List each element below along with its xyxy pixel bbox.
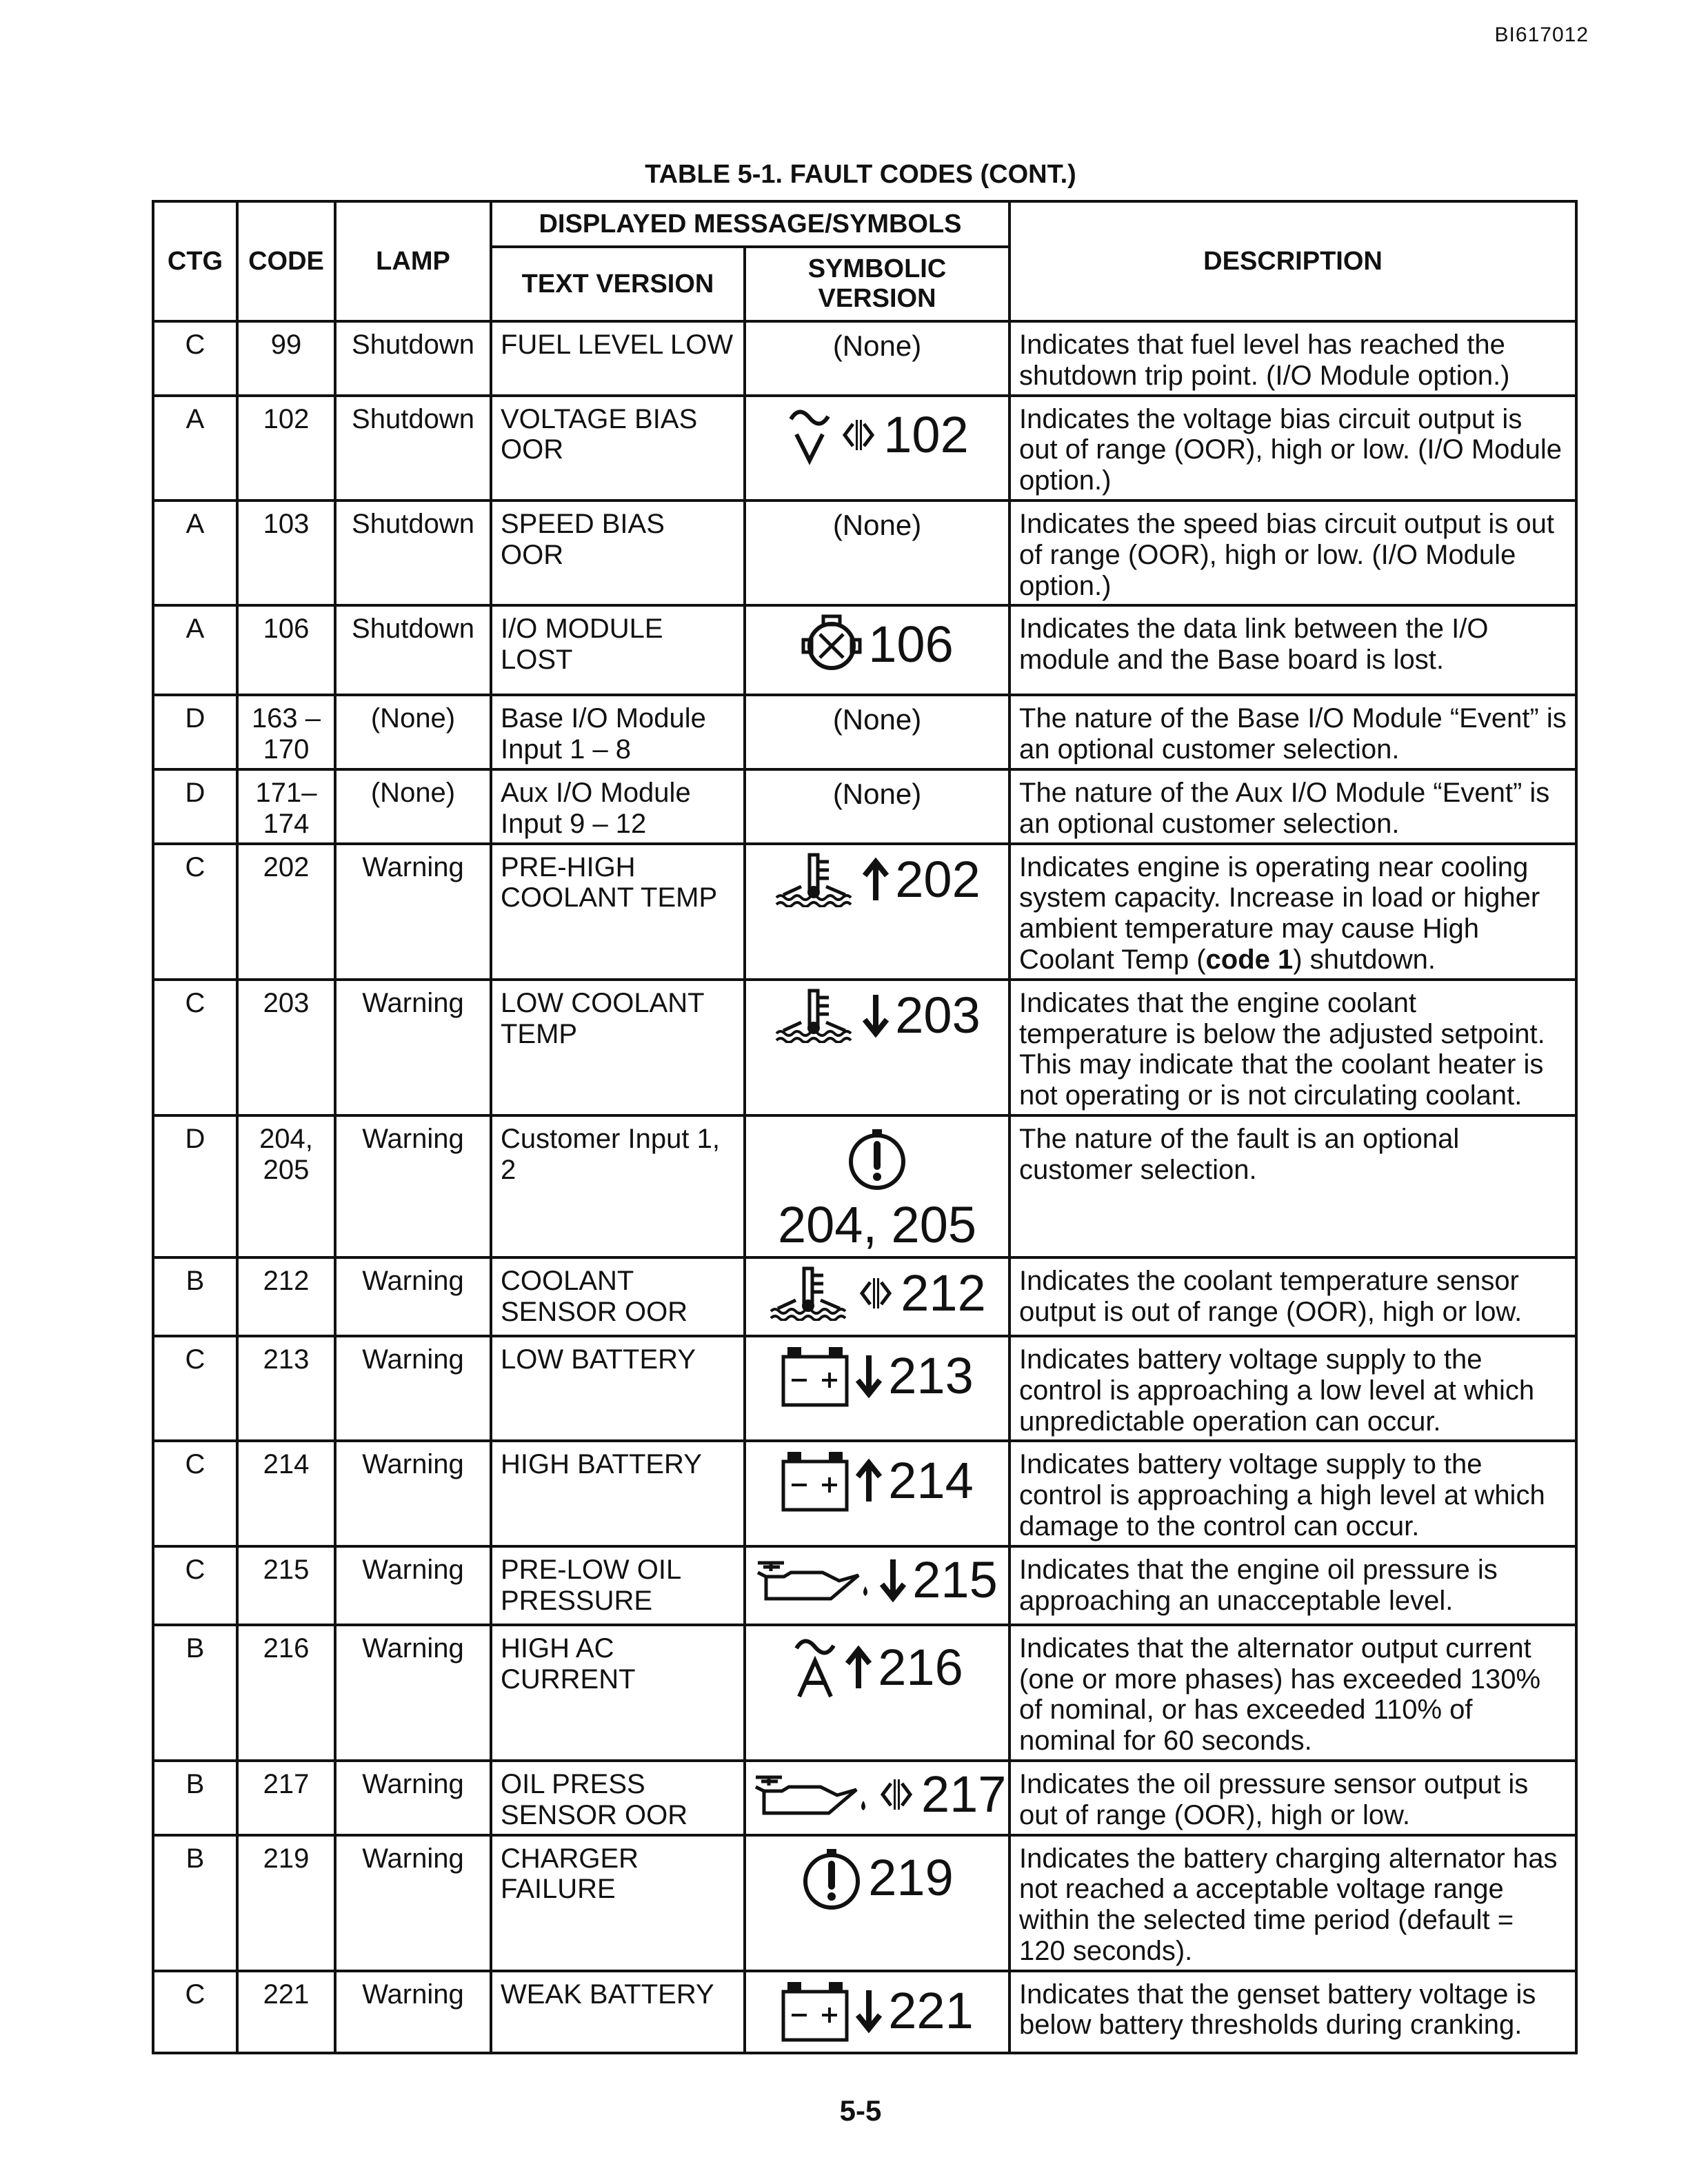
table-row xyxy=(153,1336,1576,1441)
ctg-cell: C xyxy=(153,1971,237,2054)
symbol-code: 203 xyxy=(895,986,981,1044)
ctg-cell: C xyxy=(153,1441,237,1546)
arrow-up-icon xyxy=(862,858,890,902)
lamp-cell: Warning xyxy=(335,1115,491,1257)
code-cell: 204, 205 xyxy=(237,1115,335,1257)
text-version-cell: Customer Input 1, 2 xyxy=(491,1115,745,1257)
code-cell: 213 xyxy=(237,1336,335,1441)
table-row xyxy=(153,1115,1576,1257)
header-displayed-message: DISPLAYED MESSAGE/SYMBOLS xyxy=(491,201,1009,247)
symbolic-version-cell xyxy=(745,1971,1009,2054)
oil-can-icon xyxy=(754,1770,872,1819)
symbol-code: 215 xyxy=(912,1550,998,1608)
description-cell xyxy=(1009,844,1576,980)
symbol-group xyxy=(785,404,968,466)
lamp-cell: Warning xyxy=(335,844,491,980)
battery-icon xyxy=(781,1979,850,2043)
text-version-cell: HIGH BATTERY xyxy=(491,1441,745,1546)
text-version-cell: SPEED BIAS OOR xyxy=(491,501,745,605)
code-cell: 99 xyxy=(237,321,335,396)
text-version-cell: OIL PRESS SENSOR OOR xyxy=(491,1761,745,1835)
text-version-cell: HIGH AC CURRENT xyxy=(491,1625,745,1761)
description-cell: The nature of the Base I/O Module “Event” is an optional customer selection. xyxy=(1009,695,1576,769)
symbol-code: 102 xyxy=(883,405,969,463)
header-text-version: TEXT VERSION xyxy=(491,247,745,321)
coolant-temp-icon xyxy=(774,988,856,1043)
symbol-code: 221 xyxy=(888,1981,974,2039)
lamp-cell: (None) xyxy=(335,695,491,769)
header-symbolic-version: SYMBOLIC VERSION xyxy=(745,247,1009,321)
arrow-down-icon xyxy=(855,1354,883,1398)
alert-icon xyxy=(801,1843,863,1912)
lamp-cell: Warning xyxy=(335,1761,491,1835)
symbolic-version-cell: (None) xyxy=(745,695,1009,769)
ac-current-icon xyxy=(791,1633,839,1702)
ctg-cell: C xyxy=(153,321,237,396)
symbol-code: 214 xyxy=(888,1452,974,1510)
battery-icon xyxy=(781,1344,850,1408)
description-cell: Indicates the voltage bias circuit output is out of range (OOR), high or low. (I/O Module option.) xyxy=(1009,396,1576,501)
description-cell: Indicates battery voltage supply to the control is approaching a high level at which damage to the control can occur. xyxy=(1009,1441,1576,1546)
out-of-range-icon xyxy=(839,414,878,456)
header-lamp: LAMP xyxy=(335,201,491,321)
symbol-code: 216 xyxy=(878,1638,963,1696)
header-code: CODE xyxy=(237,201,335,321)
symbol-group xyxy=(801,614,953,676)
ac-voltage-icon xyxy=(785,404,834,466)
out-of-range-icon xyxy=(877,1774,916,1815)
table-row xyxy=(153,605,1576,695)
table-row xyxy=(153,1257,1576,1336)
description-cell: Indicates that the engine oil pressure is approaching an unacceptable level. xyxy=(1009,1546,1576,1625)
symbol-code: 202 xyxy=(895,850,981,908)
symbolic-version-cell: (None) xyxy=(745,321,1009,396)
ctg-cell: B xyxy=(153,1625,237,1761)
lamp-cell: Warning xyxy=(335,980,491,1115)
symbol-group xyxy=(754,1765,1007,1823)
alert-icon xyxy=(846,1124,908,1193)
ctg-cell: D xyxy=(153,769,237,844)
code-cell: 203 xyxy=(237,980,335,1115)
symbol-group xyxy=(768,1266,985,1321)
description-cell: Indicates that the engine coolant temperature is below the adjusted setpoint. This may indicate that the coolant heater is not operating or is not circulating coolant. xyxy=(1009,980,1576,1115)
ctg-cell: A xyxy=(153,605,237,695)
symbolic-version-cell xyxy=(745,1761,1009,1835)
ctg-cell: A xyxy=(153,396,237,501)
description-cell: Indicates battery voltage supply to the control is approaching a low level at which unpredictable operation can occur. xyxy=(1009,1336,1576,1441)
table-title: TABLE 5-1. FAULT CODES (CONT.) xyxy=(645,160,1076,189)
coolant-temp-icon xyxy=(768,1266,851,1321)
ctg-cell: C xyxy=(153,1546,237,1625)
symbol-code: 204, 205 xyxy=(777,1195,977,1253)
text-version-cell: LOW BATTERY xyxy=(491,1336,745,1441)
description-cell: Indicates the coolant temperature sensor output is out of range (OOR), high or low. xyxy=(1009,1257,1576,1336)
symbol-code: 217 xyxy=(921,1765,1007,1823)
lamp-cell: Shutdown xyxy=(335,501,491,605)
text-version-cell: Base I/O Module Input 1 – 8 xyxy=(491,695,745,769)
text-version-cell: WEAK BATTERY xyxy=(491,1971,745,2054)
text-version-cell: FUEL LEVEL LOW xyxy=(491,321,745,396)
symbolic-version-cell xyxy=(745,1257,1009,1336)
table-row xyxy=(153,396,1576,501)
text-version-cell: PRE-HIGH COOLANT TEMP xyxy=(491,844,745,980)
document-id: BI617012 xyxy=(1494,23,1589,46)
ctg-cell: C xyxy=(153,980,237,1115)
code-cell: 102 xyxy=(237,396,335,501)
symbol-group xyxy=(781,1344,973,1408)
ctg-cell: C xyxy=(153,1336,237,1441)
lamp-cell: Warning xyxy=(335,1835,491,1971)
description-bold-ref: code 1 xyxy=(1205,944,1294,975)
symbolic-version-cell xyxy=(745,980,1009,1115)
ctg-cell: B xyxy=(153,1835,237,1971)
page-number: 5-5 xyxy=(839,2094,882,2127)
ctg-cell: C xyxy=(153,844,237,980)
code-cell: 216 xyxy=(237,1625,335,1761)
symbol-group xyxy=(754,1124,1000,1251)
symbol-code: 106 xyxy=(868,616,954,674)
ctg-cell: B xyxy=(153,1257,237,1336)
symbolic-version-cell xyxy=(745,1336,1009,1441)
battery-icon xyxy=(781,1449,850,1513)
lamp-cell: Warning xyxy=(335,1257,491,1336)
text-version-cell: VOLTAGE BIAS OOR xyxy=(491,396,745,501)
table-row xyxy=(153,1761,1576,1835)
ctg-cell: A xyxy=(153,501,237,605)
code-cell: 202 xyxy=(237,844,335,980)
code-cell: 106 xyxy=(237,605,335,695)
code-cell: 163 – 170 xyxy=(237,695,335,769)
symbol-code: 213 xyxy=(888,1346,974,1404)
code-cell: 215 xyxy=(237,1546,335,1625)
coolant-temp-icon xyxy=(774,852,856,907)
description-cell: The nature of the Aux I/O Module “Event” is an optional customer selection. xyxy=(1009,769,1576,844)
arrow-down-icon xyxy=(879,1558,907,1602)
symbol-group xyxy=(781,1979,973,2043)
description-cell: Indicates the oil pressure sensor output is out of range (OOR), high or low. xyxy=(1009,1761,1576,1835)
table-row xyxy=(153,844,1576,980)
text-version-cell: LOW COOLANT TEMP xyxy=(491,980,745,1115)
table-row xyxy=(153,1971,1576,2054)
table-row xyxy=(153,769,1576,844)
symbol-group xyxy=(781,1449,973,1513)
arrow-down-icon xyxy=(862,993,890,1038)
ctg-cell: D xyxy=(153,1115,237,1257)
table-row xyxy=(153,1835,1576,1971)
description-cell: Indicates the data link between the I/O module and the Base board is lost. xyxy=(1009,605,1576,695)
lamp-cell: (None) xyxy=(335,769,491,844)
table-row xyxy=(153,321,1576,396)
description-cell: The nature of the fault is an optional customer selection. xyxy=(1009,1115,1576,1257)
lamp-cell: Shutdown xyxy=(335,605,491,695)
description-cell: Indicates the battery charging alternator has not reached a acceptable voltage range within the selected time period (default = 120 seconds). xyxy=(1009,1835,1576,1971)
module-lost-icon xyxy=(801,614,863,676)
ctg-cell: D xyxy=(153,695,237,769)
symbolic-version-cell: (None) xyxy=(745,769,1009,844)
symbol-group xyxy=(774,988,980,1043)
table-row xyxy=(153,980,1576,1115)
lamp-cell: Shutdown xyxy=(335,396,491,501)
symbol-group xyxy=(801,1843,953,1912)
table-row xyxy=(153,501,1576,605)
header-description: DESCRIPTION xyxy=(1009,201,1576,321)
symbol-group xyxy=(774,852,980,907)
description-cell: Indicates that fuel level has reached the shutdown trip point. (I/O Module option.) xyxy=(1009,321,1576,396)
fault-codes-table xyxy=(152,200,1578,2054)
symbol-group xyxy=(791,1633,963,1702)
text-version-cell: COOLANT SENSOR OOR xyxy=(491,1257,745,1336)
code-cell: 171– 174 xyxy=(237,769,335,844)
oil-can-icon xyxy=(756,1556,874,1604)
symbolic-version-cell xyxy=(745,605,1009,695)
symbolic-version-cell xyxy=(745,1441,1009,1546)
table-row xyxy=(153,1441,1576,1546)
symbol-code: 212 xyxy=(901,1264,986,1322)
table-row xyxy=(153,1546,1576,1625)
lamp-cell: Warning xyxy=(335,1336,491,1441)
lamp-cell: Warning xyxy=(335,1625,491,1761)
symbolic-version-cell xyxy=(745,396,1009,501)
code-cell: 103 xyxy=(237,501,335,605)
table-row xyxy=(153,695,1576,769)
lamp-cell: Warning xyxy=(335,1971,491,2054)
symbolic-version-cell xyxy=(745,1835,1009,1971)
text-version-cell: Aux I/O Module Input 9 – 12 xyxy=(491,769,745,844)
arrow-down-icon xyxy=(855,1989,883,2033)
header-ctg: CTG xyxy=(153,201,237,321)
out-of-range-icon xyxy=(856,1273,895,1314)
arrow-up-icon xyxy=(845,1646,872,1690)
symbol-code: 219 xyxy=(868,1848,954,1906)
symbolic-version-cell xyxy=(745,1115,1009,1257)
symbol-group xyxy=(756,1550,998,1608)
description-cell: Indicates that the alternator output current (one or more phases) has exceeded 130% of nominal, or has exceeded 110% of nominal for 60 seconds. xyxy=(1009,1625,1576,1761)
code-cell: 217 xyxy=(237,1761,335,1835)
description-text: ) shutdown. xyxy=(1293,944,1436,975)
description-cell: Indicates that the genset battery voltage is below battery thresholds during cranking. xyxy=(1009,1971,1576,2054)
ctg-cell: B xyxy=(153,1761,237,1835)
symbolic-version-cell xyxy=(745,1625,1009,1761)
arrow-up-icon xyxy=(855,1459,883,1503)
text-version-cell: CHARGER FAILURE xyxy=(491,1835,745,1971)
description-text: Indicates engine is operating near cooling system capacity. Increase in load or higher ambient temperature may cause High Coolant Temp ( xyxy=(1019,851,1540,975)
text-version-cell: I/O MODULE LOST xyxy=(491,605,745,695)
symbolic-version-cell xyxy=(745,844,1009,980)
lamp-cell: Warning xyxy=(335,1546,491,1625)
symbolic-version-cell: (None) xyxy=(745,501,1009,605)
table-row xyxy=(153,1625,1576,1761)
code-cell: 219 xyxy=(237,1835,335,1971)
text-version-cell: PRE-LOW OIL PRESSURE xyxy=(491,1546,745,1625)
lamp-cell: Warning xyxy=(335,1441,491,1546)
description-cell: Indicates the speed bias circuit output is out of range (OOR), high or low. (I/O Module option.) xyxy=(1009,501,1576,605)
code-cell: 214 xyxy=(237,1441,335,1546)
lamp-cell: Shutdown xyxy=(335,321,491,396)
code-cell: 212 xyxy=(237,1257,335,1336)
code-cell: 221 xyxy=(237,1971,335,2054)
symbolic-version-cell xyxy=(745,1546,1009,1625)
